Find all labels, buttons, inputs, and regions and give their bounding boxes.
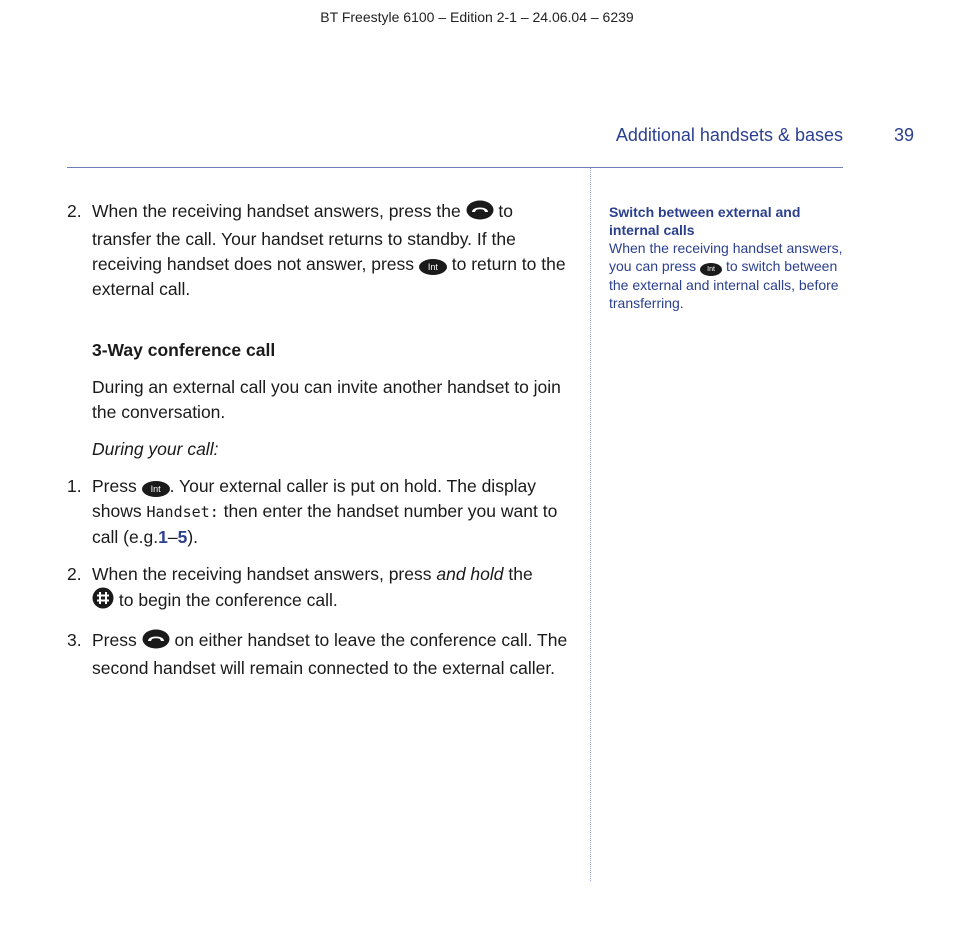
sidebar-text: When the receiving handset answers, you can press (609, 240, 843, 274)
item-text: on either handset to leave the conference call. The second handset will remain connected to the external caller. (92, 630, 568, 678)
int-button-icon: Int (419, 259, 447, 275)
conference-heading: 3-Way conference call (92, 340, 276, 360)
instruction-item (67, 474, 577, 550)
item-text: Press (92, 630, 137, 650)
item-text: to return to the external call. (92, 254, 566, 299)
page-number: 39 (893, 125, 914, 145)
range-start: 1 (158, 527, 168, 547)
item-text: Press (92, 476, 137, 496)
conference-intro: During an external call you can invite another handset to join the conversation. (92, 377, 561, 422)
header-divider (67, 167, 843, 168)
int-button-icon: Int (700, 263, 722, 276)
during-call-label: During your call: (92, 439, 219, 459)
display-text: Handset: (146, 503, 219, 521)
item-text: When the receiving handset answers, press the (92, 201, 461, 221)
item-text: to begin the conference call. (118, 590, 338, 610)
item-text: then enter the handset number you want to call (e.g. (92, 501, 558, 547)
range-dash: – (167, 527, 178, 547)
item-number: 2. (67, 201, 82, 221)
column-divider (590, 168, 591, 881)
sidebar-body (609, 239, 844, 312)
instruction-item (67, 628, 577, 681)
item-text: . Your external caller is put on hold. The display shows (92, 476, 537, 521)
int-button-icon: Int (142, 481, 170, 497)
talk-handset-icon (466, 200, 494, 227)
item-number: 3. (67, 630, 82, 650)
item-text: to transfer the call. Your handset returns to standby. If the receiving handset does not answer, press (92, 201, 516, 274)
range-end: 5 (177, 527, 188, 547)
talk-handset-icon (142, 629, 170, 656)
instruction-item (67, 199, 577, 302)
sidebar-tip (609, 203, 844, 312)
conference-hash-icon (92, 587, 114, 616)
document-info-header: BT Freestyle 6100 – Edition 2-1 – 24.06.04 – 6239 (320, 9, 634, 25)
item-number: 2. (67, 564, 82, 584)
sidebar-title: Switch between external and internal calls (609, 204, 801, 238)
main-column (67, 199, 577, 693)
item-text: the (508, 564, 533, 584)
emphasis-text: and hold (436, 564, 504, 584)
item-number: 1. (67, 476, 82, 496)
instruction-item (67, 562, 577, 616)
sidebar-text: to switch between the external and internal calls, before transferring. (609, 258, 839, 311)
item-text: When the receiving handset answers, press (92, 564, 432, 584)
section-title: Additional handsets & bases (615, 125, 843, 145)
item-text: ). (187, 527, 199, 547)
